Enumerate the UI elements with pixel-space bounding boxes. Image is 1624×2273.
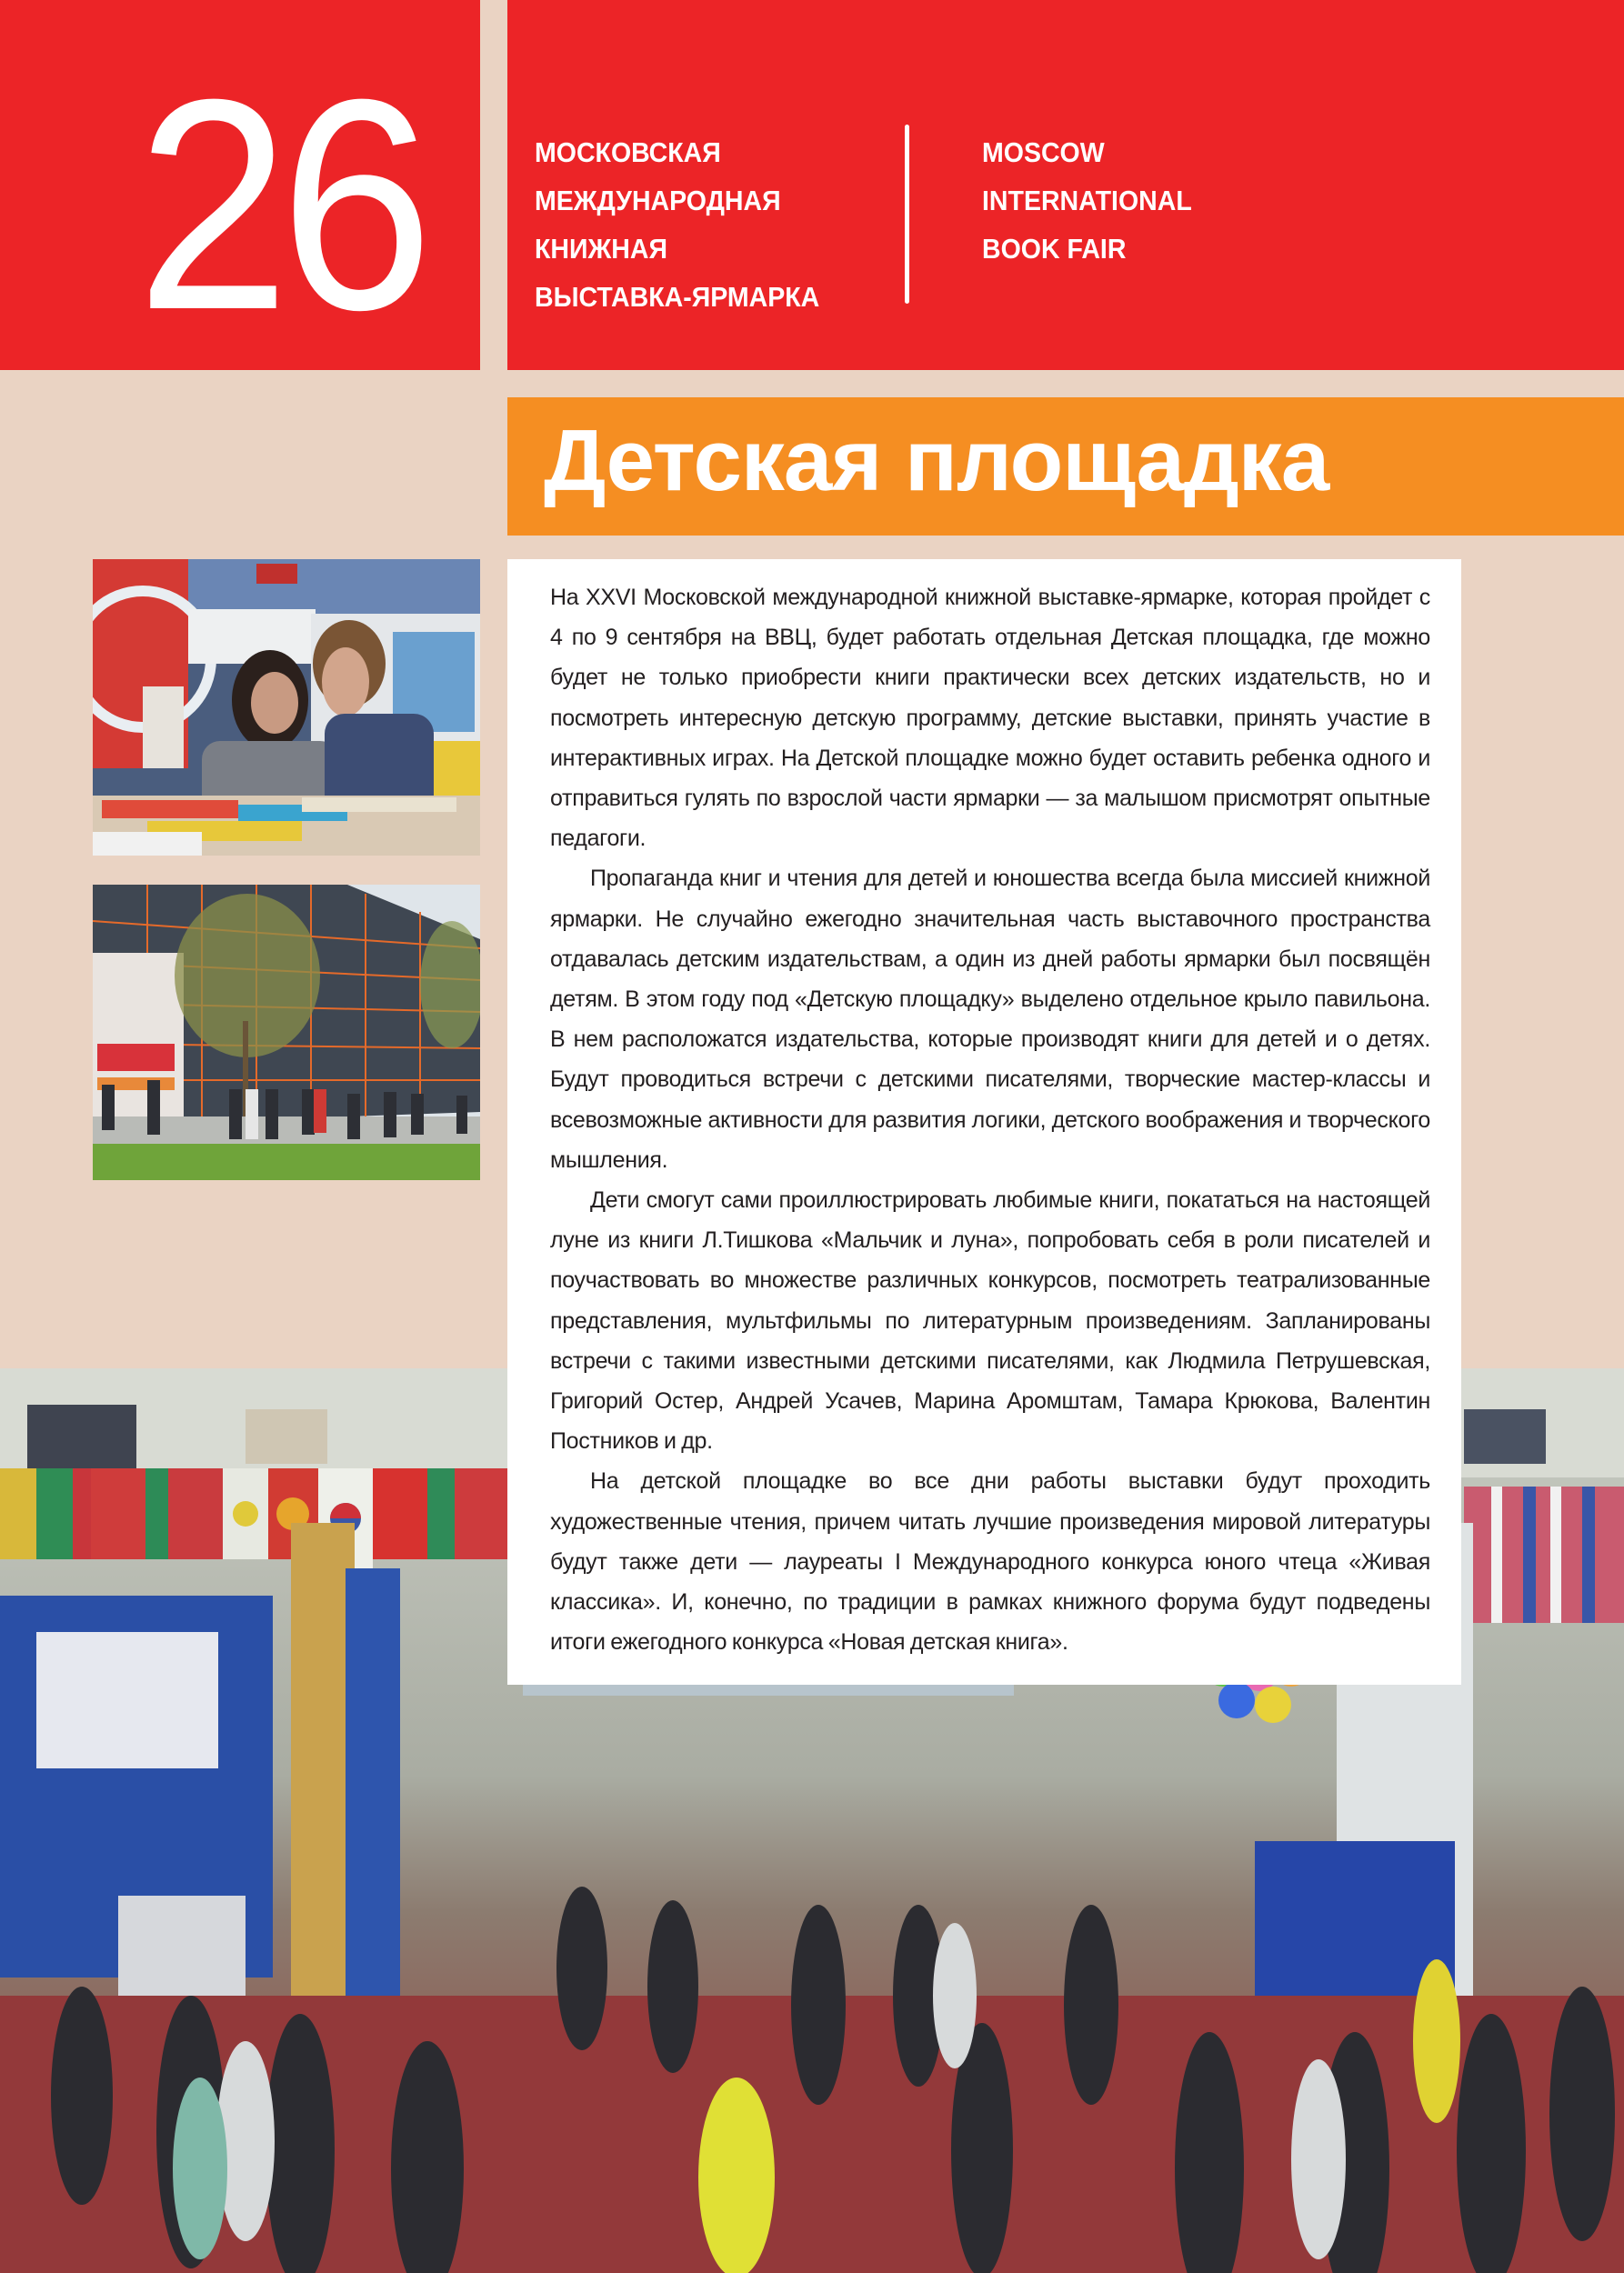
book-stand-photo: [93, 559, 480, 856]
title-en-line: BOOK FAIR: [982, 233, 1127, 265]
fair-title-russian: [535, 128, 819, 321]
edition-number: 26: [136, 36, 424, 372]
article-paragraph: Пропаганда книг и чтения для детей и юношества всегда была миссией книжной ярмарки. Не случайно ежегодно значительная часть выставочного пространства отдавалась детским издательствам, а один из дней работы ярмарки был посвящён детям. В этом году под «Детскую площадку» выделено отдельное крыло павильона. В нем расположатся издательства, которые производят книги для детей и о детях. Будут проводиться встречи с детскими писателями, творческие мастер-классы и всевозможные активности для развития логики, детского воображения и творческого мышления.: [550, 866, 1430, 1173]
article-paragraph: На XXVI Московской международной книжной выставке-ярмарке, которая пройдет с 4 по 9 сентября на ВВЦ, будет работать отдельная Детская площадка, где можно будет не только приобрести книги практически всех детских издательств, но и посмотреть интересную детскую программу, детские выставки, принять участие в интерактивных играх. На Детской площадке можно будет оставить ребенка одного и отправиться гулять по взрослой части ярмарки — за малышом присмотрят опытные педагоги.: [550, 585, 1430, 852]
article-paragraph: На детской площадке во все дни работы выставки будут проходить художественные чтения, причем читать лучшие произведения мировой литературы будут также дети — лауреаты I Международного конкурса юного чтеца «Живая классика». И, конечно, по традиции в рамках книжного форума будут подведены итоги ежегодного конкурса «Новая детская книга».: [550, 1468, 1430, 1656]
edition-number-block: [0, 0, 480, 370]
title-ru-line: КНИЖНАЯ: [535, 233, 667, 265]
title-en-line: INTERNATIONAL: [982, 185, 1192, 216]
title-ru-line: МЕЖДУНАРОДНАЯ: [535, 185, 781, 216]
article-text-box: [507, 559, 1461, 1685]
title-en-line: MOSCOW: [982, 136, 1105, 168]
title-ru-line: МОСКОВСКАЯ: [535, 136, 721, 168]
book-stand-image: [93, 559, 480, 856]
title-divider: [905, 125, 909, 304]
article-body: [550, 577, 1430, 1662]
fair-title-english: [982, 128, 1192, 273]
pavilion-image: [93, 885, 480, 1180]
article-paragraph: Дети смогут сами проиллюстрировать любимые книги, покататься на настоящей луне из книги Л.Тишкова «Мальчик и луна», попробовать себя в роли писателей и поучаствовать во множестве различных конкурсов, посмотреть театрализованные представления, мультфильмы по литературным произведениям. Запланированы встречи с такими известными детскими писателями, как Людмила Петрушевская, Григорий Остер, Андрей Усачев, Марина Аромштам, Тамара Крюкова, Валентин Постников и др.: [550, 1187, 1430, 1455]
section-title: Детская площадка: [544, 412, 1329, 509]
pavilion-photo: [93, 885, 480, 1180]
title-ru-line: ВЫСТАВКА-ЯРМАРКА: [535, 281, 820, 313]
